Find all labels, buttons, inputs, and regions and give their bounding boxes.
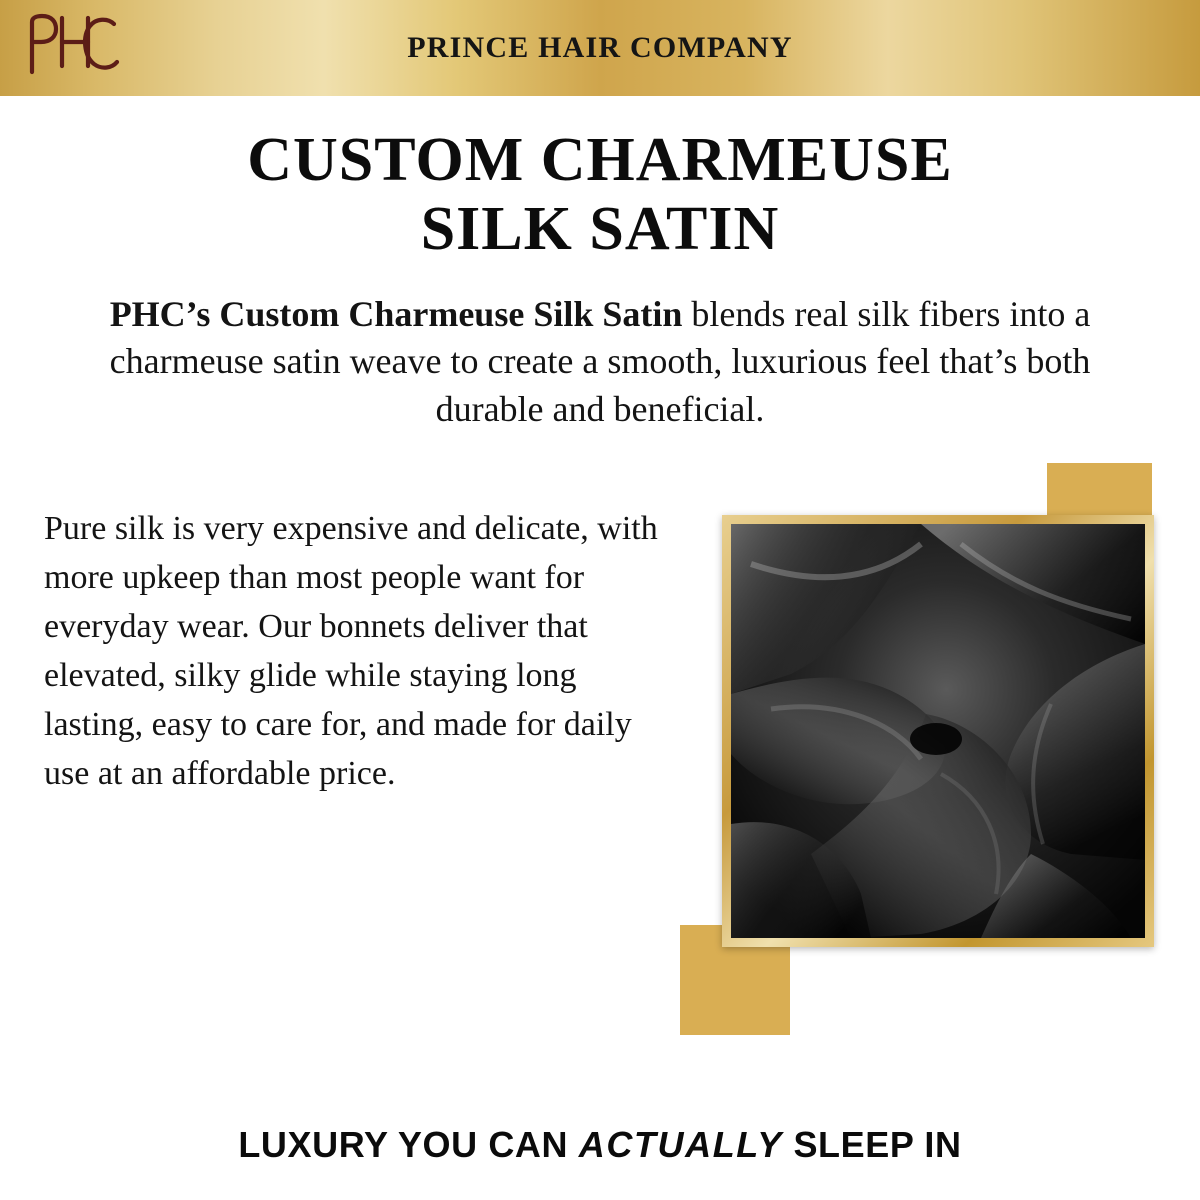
body-paragraph: Pure silk is very expensive and delicate, with more upkeep than most people want for everyday wear. Our bonnets deliver that elevated, silky glide while staying long lasting, easy to care for, and made for daily use at an affordable price. — [44, 510, 658, 793]
intro-paragraph — [60, 291, 1140, 434]
footer-tagline — [0, 1124, 1200, 1166]
fabric-photo — [731, 524, 1145, 938]
fabric-photo-frame — [722, 515, 1154, 947]
phc-logo-icon — [18, 8, 128, 88]
page-title-line-2: SILK SATIN — [420, 195, 780, 264]
header-bar — [0, 0, 1200, 96]
brand-title: PRINCE HAIR COMPANY — [407, 31, 793, 64]
page-title — [60, 126, 1140, 265]
tagline-part-1: LUXURY YOU CAN — [238, 1124, 579, 1165]
tagline-emphasis: ACTUALLY — [578, 1124, 783, 1165]
page-title-line-1: CUSTOM CHARMEUSE — [247, 126, 953, 194]
tagline-part-2: SLEEP IN — [782, 1124, 962, 1165]
content-row — [0, 463, 1200, 1023]
intro-bold-lead: PHC’s Custom Charmeuse Silk Satin — [109, 293, 683, 334]
intro-rest: blends real silk fibers into a charmeuse satin weave to create a smooth, luxurious feel that’s both durable and beneficial. — [109, 293, 1091, 429]
